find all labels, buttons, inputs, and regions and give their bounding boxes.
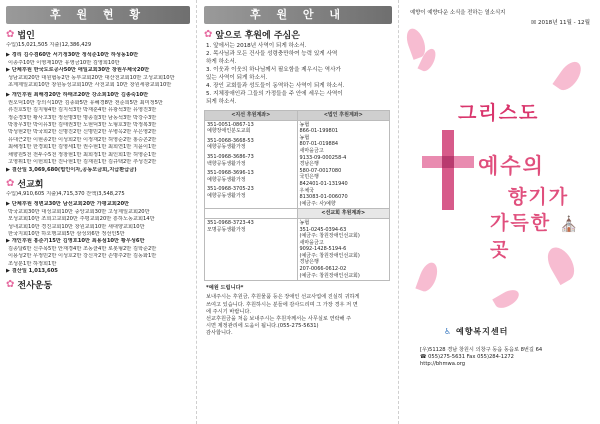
cross-vertical (442, 130, 454, 210)
petal-decoration (552, 58, 585, 95)
mission-line: ▶ 개인후원 홍준기15만 김영호10만 최용섬10만 황우성6만 (6, 238, 145, 245)
mission-line: 김종달6만 신주목5만 안재경4만 조동균4만 로봇형2만 김학준2만 (8, 245, 157, 252)
account-line: (예금주: 창원장애인선교회) (299, 233, 360, 240)
account-line: 580-07-0017080 (299, 167, 342, 174)
footer-line: 에 주시기 바랍니다. (206, 308, 252, 315)
corp-line: 이종주10만 이영재10만 유영금10만 김영희10만 (8, 59, 120, 66)
notice-line: 1. 앞에서는 2018년 사역이 되게 하소서. (206, 43, 307, 49)
notice-line: 2. 목사님과 모든 건사들 성령충만하여 능력 있게 사역 (206, 51, 338, 57)
account-line: 9133-09-000258-4 (299, 154, 347, 161)
account-line: 207-0066-0612-02 (299, 266, 347, 273)
notice-line: 되게 하소서. (206, 99, 237, 105)
account-line: 모명공동생활가정 (207, 226, 246, 233)
cover-top-text: 예향이 예향다운 소식을 전하는 열소식지 (410, 10, 506, 16)
notice-line: 있는 사역이 되게 하소서. (206, 75, 268, 81)
donation-guide-column (198, 0, 399, 424)
corp-line: 박성현2만 박국희2만 신명진2만 신명민2만 우병옥2만 우은영2만 (8, 129, 157, 136)
cover-title-line-4 (490, 208, 600, 262)
account-cell (297, 218, 390, 280)
account-line: 351-0245-0394-63 (299, 226, 347, 233)
account-line: 842401-01-131940 (299, 180, 348, 187)
mission-heading (6, 177, 190, 190)
last-heading (6, 278, 190, 291)
church-icon: ⛪ (559, 215, 581, 233)
flower-icon: ✿ (204, 29, 213, 40)
flower-icon: ✿ (6, 29, 15, 40)
account-line: 새마을금고 (299, 147, 324, 154)
corp-line: 고영휘1만 이헌희1만 진나현1만 김재원1만 김규택2만 추성진2만 (8, 159, 157, 166)
account-line: 351-0968-3723-43 (207, 219, 254, 226)
cover-title-line-4-end: 곳 (490, 239, 511, 261)
account-line: 351-0968-3696-13 (207, 170, 254, 177)
account-head-left: <지선 후원계좌> (205, 111, 298, 121)
mission-line: ▶ 단체후원 정변교30만 남선교회20만 가평교회20만 (6, 201, 130, 208)
corp-line: 최해정1만 한경회1만 김영세1만 권수현1만 최희연1만 지윤이1만 (8, 144, 157, 151)
center-name-text: 예향복지센터 (455, 327, 509, 336)
mission-line: 이용성2만 우정민2만 이성호2만 강신자2만 손명주2만 김동화1만 (8, 253, 157, 260)
corp-heading (6, 28, 190, 41)
cover-title-line-3: 향기가 (508, 186, 570, 208)
petal-decoration (415, 260, 440, 294)
address-block (420, 347, 542, 369)
notice-heading-label: 앞으로 후원에 주심은 (215, 31, 300, 41)
corp-line: ▶ 개인후원 최해경20만 하태조20만 강소희10만 김종숙10만 (6, 92, 149, 99)
account-line: 예향장애인분도교회 (207, 128, 251, 135)
notice-line: 5. 지체장애인과 그들의 가정들을 주 안에 세우는 사역이 (206, 91, 343, 97)
account-line: 예향공동생활가정 (207, 176, 246, 183)
footer-line: 시면 제정관리에 도움이 됩니다.(055-275-5631) (206, 323, 319, 330)
account-table (204, 110, 390, 281)
account-cell (205, 120, 298, 209)
corp-line: 유대근2만 이현종2만 이성희2만 이정재2만 허영순2만 홍승곤2만 (8, 136, 157, 143)
mission-line: 모성교회10만 조희고교회20만 주평교회20만 흥하노동교회14만 (8, 216, 155, 223)
account-line: 351-0968-3686-73 (207, 153, 254, 160)
footer-line: 쓰여고 있습니다. 후원하시는 분들에 감사드리며 그 가장 경우 저 면 (206, 301, 358, 308)
corp-line: 성남교회20만 대원협동2만 동부교회20만 대산천교회10만 고성교회10만 (8, 74, 175, 81)
footer-line: 선교후원금을 처음 보내주시는 후원자께서는 사무실로 연락해 주 (206, 316, 352, 323)
account-line: 예향공동생활가정 (207, 192, 246, 199)
account-line: 경남은행 (299, 259, 319, 266)
account-line: (예금주: 창원장애인선교회) (299, 272, 360, 279)
account-line: 농협 (299, 219, 310, 226)
corp-line: ▶ 결산일 3,069,680(법인이자,공동모금회,지급환급금) (6, 166, 137, 173)
account-line: 경남은행 (299, 161, 319, 168)
address-line: ☎ 055)275-5631 Fax 055)284-1272 (420, 354, 514, 361)
cover-column (400, 0, 600, 424)
footer-line: 보내주시는 후원금, 후원물품 등은 장애인 선교사업에 진실히 귀하게 (206, 294, 360, 301)
footer-line: 감사합니다. (206, 330, 233, 337)
cover-title-line-4-text: 가득한 (490, 212, 552, 234)
notice-line: 하게 하소서. (206, 59, 237, 65)
donation-status-title: 후 원 현 황 (6, 6, 190, 24)
account-cell (205, 209, 298, 219)
mission-line: 박국교회30만 대성교회10만 중앙교회30만 고성제일교회20만 (8, 208, 150, 215)
corp-line: 초계제일교회10만 창원동성교회10만 사천교회 10만 창원세광교회10만 (8, 82, 172, 89)
notice-line: 4. 장인 교회들과 성도들이 동역하는 사역이 되게 하소서. (206, 83, 345, 89)
footer-text (206, 294, 390, 337)
notice-line: 3. 이웃과 이웃의 하나님께서 필요함을 제우시는 역사가 (206, 67, 341, 73)
account-line: 351-0968-3705-23 (207, 186, 254, 193)
mission-line: 성내교회10만 경진교회10만 창원교회10만 새대양교회10만 (8, 223, 145, 230)
cross-center (442, 156, 454, 168)
corp-line: 채향원5천 전두수5천 정창현1만 최희정1만 최인희1만 허영순1만 (8, 151, 157, 158)
account-line: 백향공동생활가정 (207, 160, 246, 167)
corp-line: 정순경3만 황사고3만 정선명3만 명종걸3만 남동석3만 박강수3만 (8, 114, 157, 121)
footnote: *예원 드립니다* (206, 285, 244, 292)
account-line: 농협 (299, 121, 310, 128)
account-head-right: <법인 후원계좌> (297, 111, 390, 121)
account-line: 우체국 (299, 187, 314, 194)
account-line: (예금주: 창원장애인선교회) (299, 252, 360, 259)
mission-line: 조성분1만 하정희1만 (8, 260, 57, 267)
account-line: 807-01-019884 (299, 141, 339, 148)
account-line: 새마을금고 (299, 239, 324, 246)
account-line: 농협 (299, 134, 310, 141)
mission-line: 한국지회10만 하오행교회5만 삼성외6만 정선인5만 (8, 230, 125, 237)
account-cell (297, 120, 390, 209)
address-line: [우)51128 경남 창원시 의창구 동읍 동읍로 8번길 64 (420, 347, 543, 353)
mission-heading-label: 선교회 (17, 179, 44, 190)
donation-guide-title: 후 원 안 내 (204, 6, 392, 24)
notice-heading (204, 28, 392, 41)
cover-title-line-1: 그리스도 (458, 102, 540, 124)
center-name (444, 326, 508, 337)
corp-line: 수입)15,021,505 지출)12,386,429 (6, 42, 92, 48)
website-link[interactable]: http://bhmwa.org (420, 361, 466, 368)
corp-line: ▶ 단체후원 한국도로공사50만 애일교회30만 창원우체국20만 (6, 67, 150, 74)
cover-title-line-2: 예수의 (478, 154, 545, 178)
mission-line: ▶ 결산일 1,013,605 (6, 267, 58, 274)
mission-line: 수입)4,910,605 지출)4,715,370 잔액)3,548,275 (6, 190, 125, 197)
corp-line: ▶ 경리 김수겸60만 서기정30만 정석준10만 하성동10만 (6, 52, 139, 59)
logo-icon: ♿ (444, 327, 453, 336)
flower-icon: ✿ (6, 177, 15, 189)
flower-icon: ✿ (6, 279, 15, 291)
account-line: 813083-01-006070 (299, 194, 348, 201)
account-cell (205, 218, 298, 280)
issue-date: ☒ 2018년 11월 - 12월 (531, 20, 590, 26)
account-line: 351-0068-3668-53 (207, 137, 254, 144)
corp-line: 권오덕10만 강의식10만 김종화5만 유혜경8만 전준희5만 최미정5만 (8, 99, 163, 106)
account-line: 866-01-199801 (299, 128, 339, 135)
corp-line: 박창우3만 박이유3만 김태권3만 노현덕3만 노형호3만 박정복3만 (8, 122, 157, 129)
account-line: (예금주: 사)예향 (299, 200, 336, 207)
corp-line: 류진호5만 김지형4만 김지석3만 박재훈4만 유광석3만 유영진3만 (8, 107, 157, 114)
cross-icon (422, 130, 474, 210)
mission-account-head: <선교회 후원계좌> (297, 209, 390, 219)
petal-decoration (492, 286, 522, 311)
account-line: 9092-1428-5194-6 (299, 246, 347, 253)
account-line: 국민은행 (299, 174, 319, 181)
account-line: 예향공동생활가정 (207, 144, 246, 151)
corp-heading-label: 법인 (17, 31, 35, 41)
account-line: 351-0051-0867-13 (207, 121, 254, 128)
last-heading-label: 전사운동 (17, 281, 53, 292)
donation-status-column (0, 0, 197, 424)
